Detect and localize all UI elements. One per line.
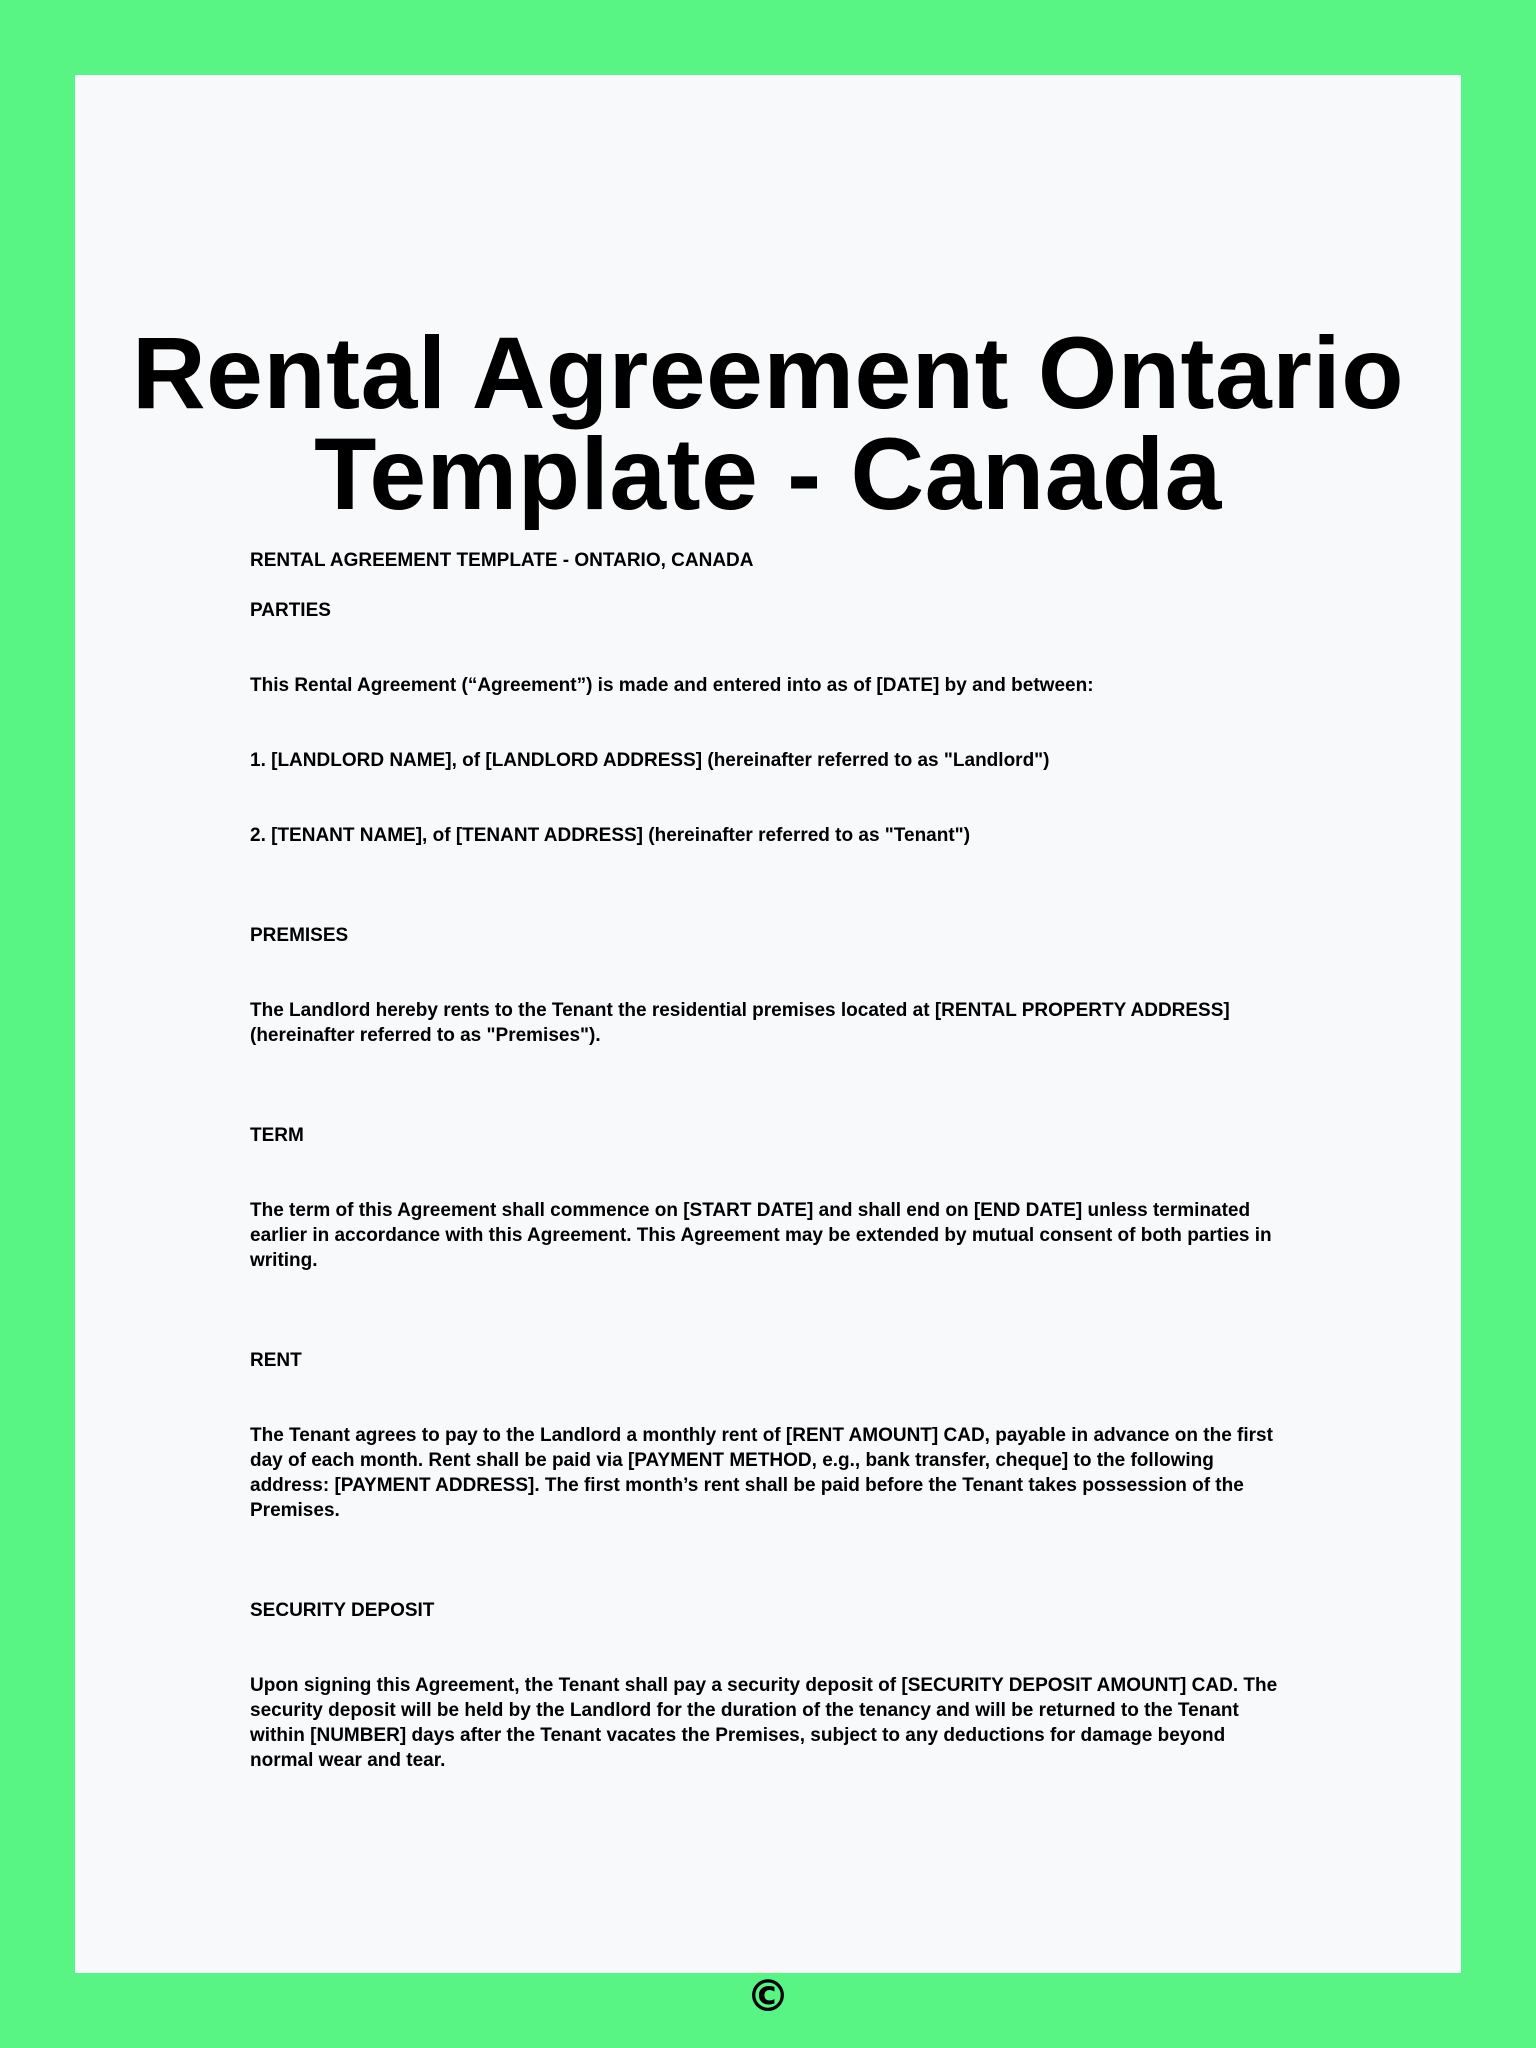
section-heading-term: TERM (250, 1125, 304, 1146)
premises-body: The Landlord hereby rents to the Tenant the residential premises located at [RENTAL PROPERTY ADDRESS] (hereinafter referred to as "Premises"). (250, 1000, 1230, 1046)
section-heading-premises: PREMISES (250, 925, 349, 946)
title-line-2: Template - Canada (314, 417, 1222, 531)
parties-item-tenant: 2. [TENANT NAME], of [TENANT ADDRESS] (hereinafter referred to as "Tenant") (250, 825, 971, 846)
term-body: The term of this Agreement shall commence on [START DATE] and shall end on [END DATE] unless terminated earlier in accordance with this Agreement. This Agreement may be extended by mutual consent of both parties in writing. (250, 1200, 1272, 1271)
document-page (75, 75, 1461, 2022)
title-line-1: Rental Agreement Ontario (131, 316, 1405, 430)
parties-intro: This Rental Agreement (“Agreement”) is made and entered into as of [DATE] by and between: (250, 675, 1094, 696)
section-heading-parties: PARTIES (250, 600, 331, 621)
copyright-icon: © (746, 1971, 790, 2022)
document-heading: RENTAL AGREEMENT TEMPLATE - ONTARIO, CANADA (250, 550, 754, 571)
section-heading-rent: RENT (250, 1350, 302, 1371)
document-body (250, 548, 1290, 1773)
parties-item-landlord: 1. [LANDLORD NAME], of [LANDLORD ADDRESS] (hereinafter referred to as "Landlord") (250, 750, 1050, 771)
section-heading-security-deposit: SECURITY DEPOSIT (250, 1600, 435, 1621)
security-deposit-body: Upon signing this Agreement, the Tenant shall pay a security deposit of [SECURITY DEPOSIT AMOUNT] CAD. The security deposit will be held by the Landlord for the duration of the tenancy and will be returned to the Tenant within [NUMBER] days after the Tenant vacates the Premises, subject to any deductions for damage beyond normal wear and tear. (250, 1675, 1278, 1771)
document-title (75, 316, 1461, 531)
rent-body: The Tenant agrees to pay to the Landlord a monthly rent of [RENT AMOUNT] CAD, payable in advance on the first day of each month. Rent shall be paid via [PAYMENT METHOD, e.g., bank transfer, cheque] to the following address: [PAYMENT ADDRESS]. The first month’s rent shall be paid before the Tenant takes possession of the Premises. (250, 1425, 1273, 1521)
